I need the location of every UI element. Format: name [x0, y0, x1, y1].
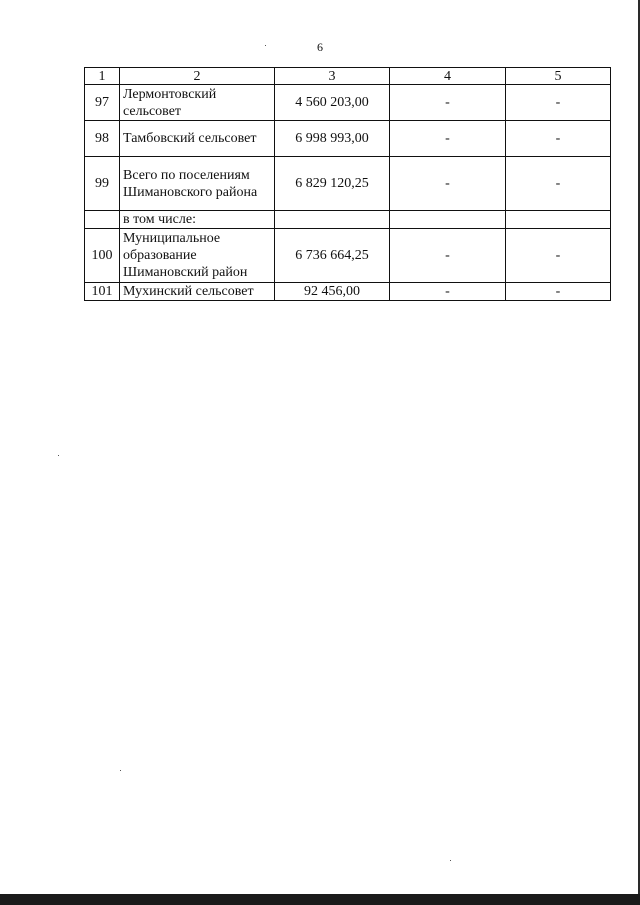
- row-sum: 6 736 664,25: [275, 229, 390, 283]
- row-number: 99: [85, 157, 120, 211]
- row-col5: -: [506, 283, 611, 301]
- row-col4: [390, 211, 506, 229]
- scan-speck: [58, 455, 59, 456]
- row-sum: [275, 211, 390, 229]
- row-col4: -: [390, 283, 506, 301]
- scan-speck: [450, 860, 451, 861]
- row-name: Всего по поселениям Шимановского района: [120, 157, 275, 211]
- row-number: 101: [85, 283, 120, 301]
- budget-table: [84, 67, 611, 301]
- scan-speck: [120, 770, 121, 771]
- row-col4: -: [390, 121, 506, 157]
- table-row: [85, 229, 611, 283]
- row-sum: 92 456,00: [275, 283, 390, 301]
- scan-speck: [265, 45, 266, 46]
- row-name: в том числе:: [120, 211, 275, 229]
- row-number: 97: [85, 85, 120, 121]
- row-col5: -: [506, 121, 611, 157]
- row-sum: 6 998 993,00: [275, 121, 390, 157]
- row-col5: -: [506, 229, 611, 283]
- header-col-5: 5: [506, 68, 611, 85]
- row-col5: -: [506, 85, 611, 121]
- row-col4: -: [390, 157, 506, 211]
- header-col-2: 2: [120, 68, 275, 85]
- row-number: [85, 211, 120, 229]
- row-col5: -: [506, 157, 611, 211]
- row-col4: -: [390, 85, 506, 121]
- row-number: 100: [85, 229, 120, 283]
- table-row: [85, 283, 611, 301]
- scan-bottom-bar: [0, 894, 640, 905]
- header-col-1: 1: [85, 68, 120, 85]
- row-name: Муниципальное образование Шимановский район: [120, 229, 275, 283]
- row-col5: [506, 211, 611, 229]
- table-row: [85, 85, 611, 121]
- table-row: [85, 121, 611, 157]
- header-col-3: 3: [275, 68, 390, 85]
- page-number: 6: [317, 40, 323, 54]
- table-row: [85, 211, 611, 229]
- row-name: Лермонтовский сельсовет: [120, 85, 275, 121]
- row-sum: 6 829 120,25: [275, 157, 390, 211]
- table-header-row: [85, 68, 611, 85]
- table-row: [85, 157, 611, 211]
- row-name: Тамбовский сельсовет: [120, 121, 275, 157]
- row-col4: -: [390, 229, 506, 283]
- row-name: Мухинский сельсовет: [120, 283, 275, 301]
- row-sum: 4 560 203,00: [275, 85, 390, 121]
- header-col-4: 4: [390, 68, 506, 85]
- row-number: 98: [85, 121, 120, 157]
